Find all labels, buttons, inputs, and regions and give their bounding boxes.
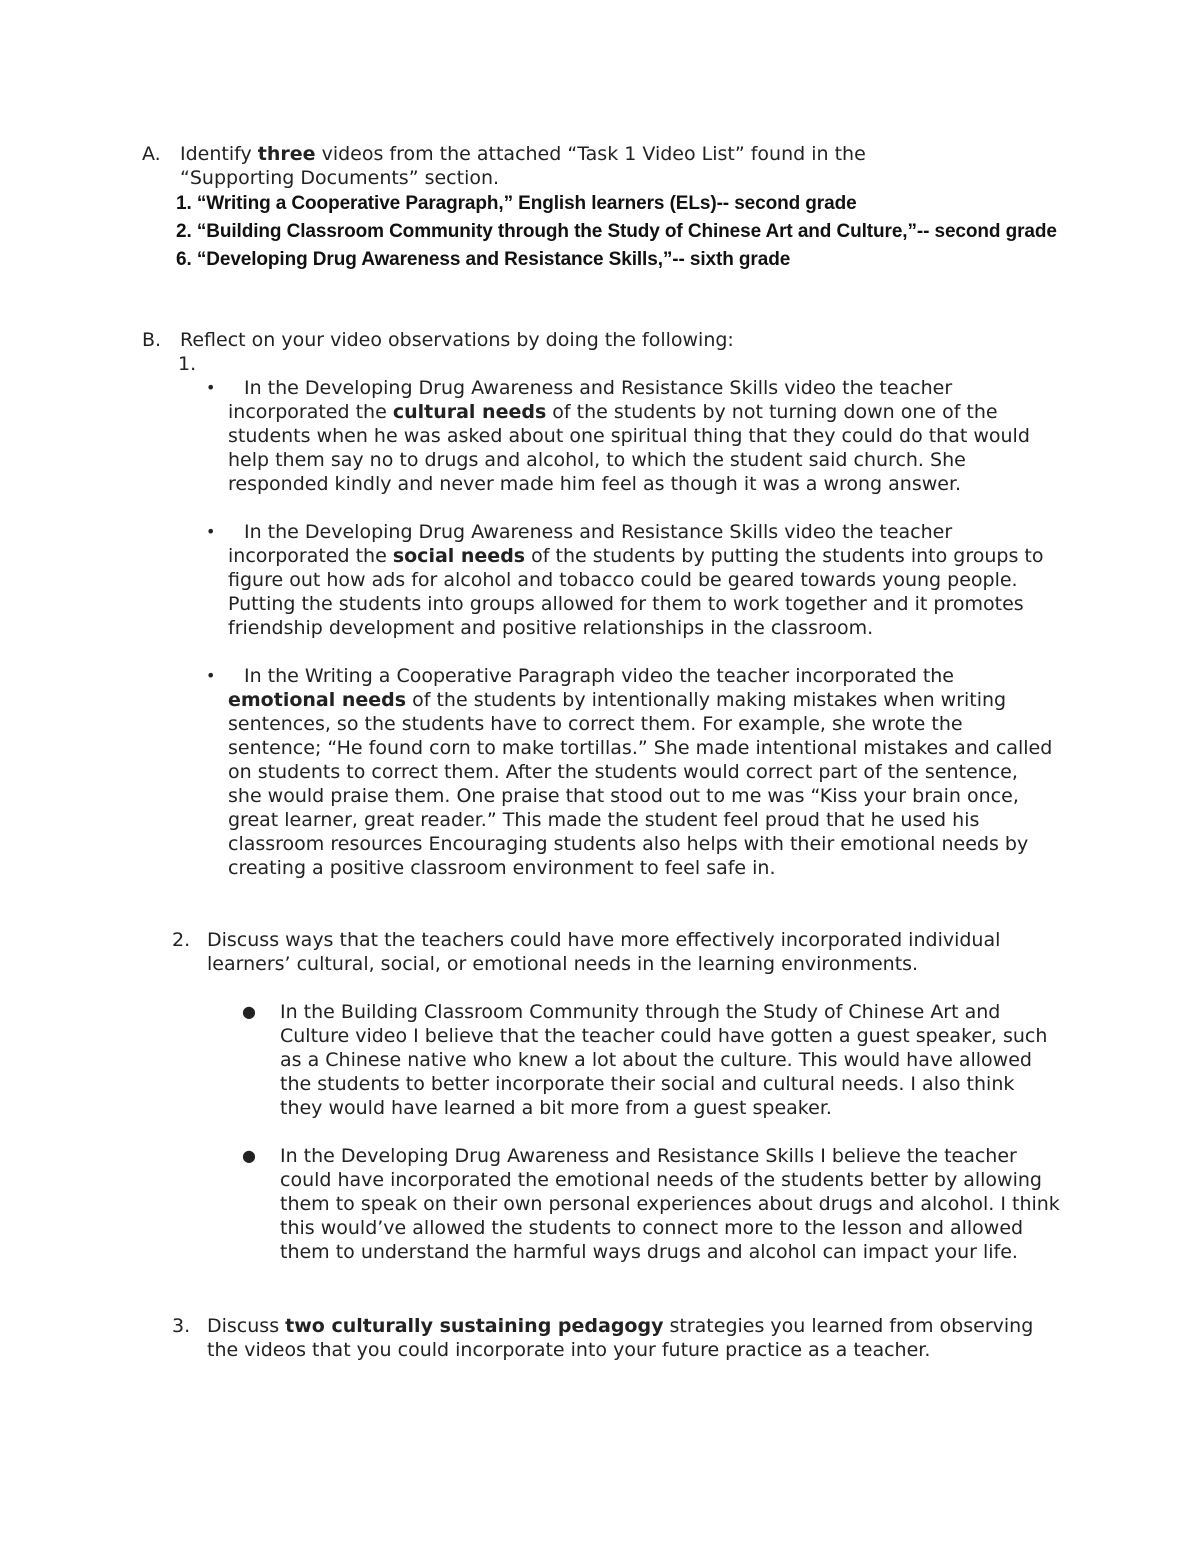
bullet-text: In the Developing Drug Awareness and Resistance Skills video the teacher incorporated the [228,377,953,423]
bullet-text: of the students by intentionally making mistakes when writing sentences, so the students have to correct them. For example, she wrote the sentence; “He found corn to make tortillas.” She made intentional mistakes and called on students to correct them. After the students would correct part of the sentence, she would praise them. One praise that stood out to me was “Kiss your brain once, great learner, great reader.” This made the student feel proud that he used his classroom resources Encouraging students also helps with their emotional needs by creating a positive classroom environment to feel safe in. [228,689,1053,879]
bullet-icon: ● [242,1146,256,1165]
item-2-bullet-guest-speaker: In the Building Classroom Community through the Study of Chinese Art and Culture video I believe that the teacher could have gotten a guest speaker, such as a Chinese native who knew a lot about the culture. This would have allowed the students to better incorporate their social and cultural needs. I also think they would have learned a bit more from a guest speaker. [280,1001,1048,1119]
bullet-icon: • [206,378,216,397]
video-item-2: 2. “Building Classroom Community through the Study of Chinese Art and Culture,”-- second grade [176,221,1057,242]
bullet-bold-term: emotional needs [228,689,407,711]
item-2-text: Discuss ways that the teachers could have more effectively incorporated individual learners’ cultural, social, or emotional needs in the learning environments. [207,929,1001,975]
section-b-intro: Reflect on your video observations by doing the following: [180,329,734,351]
item-1-bullet-social [228,520,1054,640]
bullet-text: In the Writing a Cooperative Paragraph video the teacher incorporated the [244,665,954,687]
bullet-icon: ● [242,1002,256,1021]
bullet-text: of the students by putting the students into groups to figure out how ads for alcohol and tobacco could be geared towards young people. Putting the students into groups allowed for them to work together and it promotes friendship development and positive relationships in the classroom. [228,545,1044,639]
item-3-pre: Discuss [207,1315,286,1337]
section-a-intro-bold: three [257,143,316,165]
item-1-bullet-emotional [228,664,1054,880]
bullet-text: of the students by not turning down one of the students when he was asked about one spiritual thing that they could do that would help them say no to drugs and alcohol, to which the student said church. She responded kindly and never made him feel as though it was a wrong answer. [228,401,1030,495]
section-b-marker: B. [142,329,162,351]
item-3-post: strategies you learned from observing the videos that you could incorporate into your future practice as a teacher. [207,1315,1034,1361]
bullet-icon: • [206,522,216,541]
item-1-marker: 1. [178,353,197,375]
section-a-intro-post: videos from the attached “Task 1 Video List” found in the “Supporting Documents” section. [180,143,866,189]
item-2-bullet-experiences: In the Developing Drug Awareness and Resistance Skills I believe the teacher could have incorporated the emotional needs of the students better by allowing them to speak on their own personal experiences about drugs and alcohol. I think this would’ve allowed the students to connect more to the lesson and allowed them to understand the harmful ways drugs and alcohol can impact your life. [280,1145,1060,1263]
item-1-bullet-cultural [228,376,1054,496]
video-list [176,190,1066,274]
item-3-marker: 3. [172,1315,191,1337]
bullet-icon: • [206,666,216,685]
item-3-bold: two culturally sustaining pedagogy [285,1315,664,1337]
item-3-text [207,1314,1037,1362]
item-2-marker: 2. [172,929,191,951]
video-item-1: 1. “Writing a Cooperative Paragraph,” English learners (ELs)-- second grade [176,193,857,214]
section-a-marker: A. [142,143,161,165]
bullet-bold-term: social needs [392,545,526,567]
section-a-intro [180,142,970,190]
section-a-intro-pre: Identify [180,143,258,165]
video-item-6: 6. “Developing Drug Awareness and Resistance Skills,”-- sixth grade [176,249,791,270]
bullet-text: In the Developing Drug Awareness and Resistance Skills video the teacher incorporated the [228,521,953,567]
bullet-bold-term: cultural needs [392,401,547,423]
